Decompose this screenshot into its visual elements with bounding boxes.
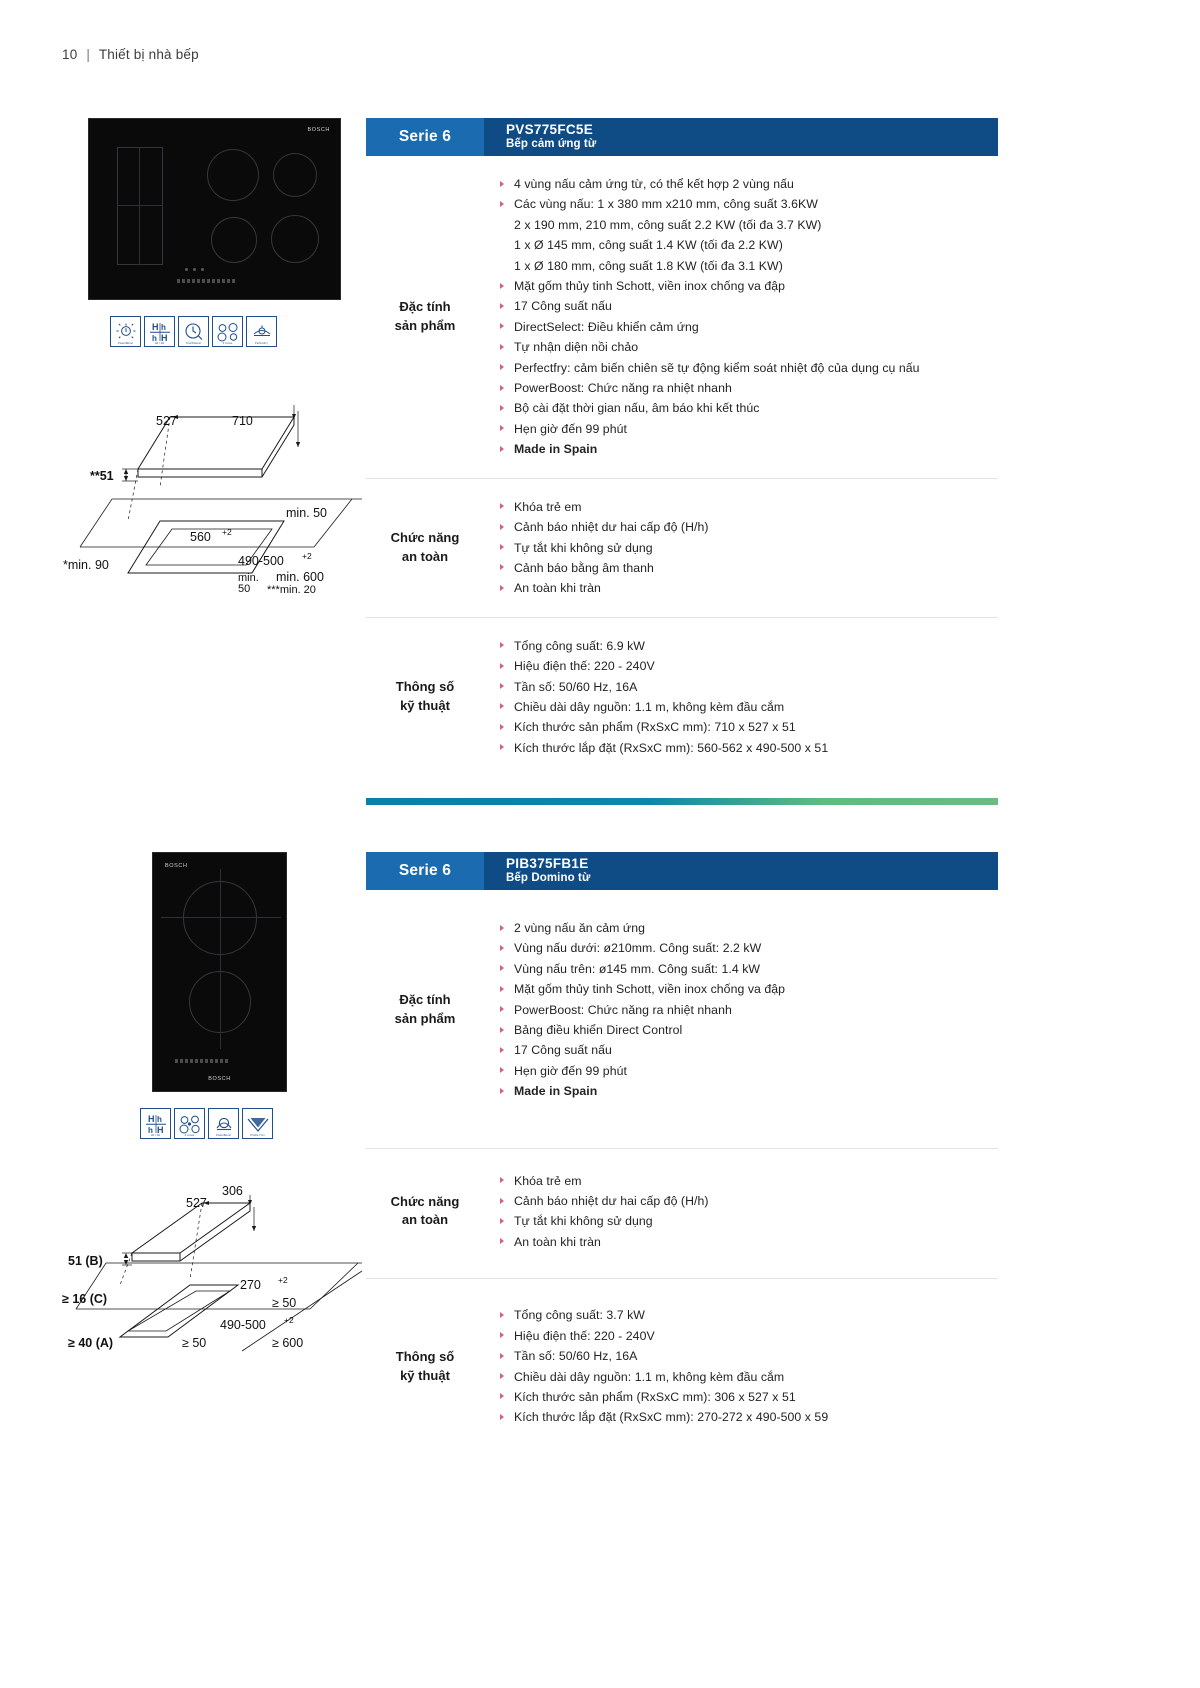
- icon-label: PowerBoost: [118, 342, 133, 345]
- brand-logo-top: BOSCH: [165, 863, 188, 869]
- bullet-arrow-icon: [500, 503, 504, 509]
- svg-text:h: h: [156, 1114, 162, 1124]
- dim-min-side: ≥ 50: [182, 1336, 207, 1350]
- bullet-arrow-icon: [500, 642, 504, 648]
- icon-label: 2 zones: [184, 1134, 195, 1137]
- dim-width: 306: [222, 1184, 243, 1198]
- spec-section-technical: [366, 1279, 998, 1445]
- four-zones-icon: [212, 316, 243, 347]
- product-model: PIB375FB1E: [506, 856, 589, 871]
- dim-cut-depth: 490-500: [238, 554, 284, 568]
- dim-cut-width-tol: +2: [222, 527, 232, 537]
- bullet-arrow-icon: [500, 1238, 504, 1244]
- list-item: Khóa trẻ em: [496, 497, 998, 517]
- bullet-arrow-icon: [500, 524, 504, 530]
- product-visual-column: [62, 118, 342, 594]
- svg-text:h: h: [147, 1125, 153, 1135]
- feature-icon-row: [110, 316, 342, 347]
- spec-body: [484, 636, 998, 758]
- list-item: Chiều dài dây nguồn: 1.1 m, không kèm đầu cắm: [496, 1367, 998, 1387]
- list-item: Các vùng nấu: 1 x 380 mm x210 mm, công suất 3.6KW: [496, 194, 998, 214]
- spec-body: [484, 497, 998, 599]
- bullet-arrow-icon: [500, 405, 504, 411]
- list-item: Bảng điều khiển Direct Control: [496, 1020, 998, 1040]
- bullet-arrow-icon: [500, 1067, 504, 1073]
- dim-cut-width-tol: +2: [278, 1275, 288, 1285]
- dim-cut-depth-tol: +2: [284, 1315, 294, 1325]
- two-zones-icon: [174, 1108, 205, 1139]
- list-item: Chiều dài dây nguồn: 1.1 m, không kèm đầu cắm: [496, 697, 998, 717]
- product-visual-column: [62, 852, 342, 1376]
- spec-label: Thông số kỹ thuật: [395, 679, 455, 713]
- spec-body: [484, 174, 998, 460]
- header-separator: |: [86, 47, 91, 62]
- list-item: An toàn khi tràn: [496, 1232, 998, 1252]
- spec-section-safety: [366, 1149, 998, 1280]
- product-name-cell: [484, 118, 998, 156]
- bullet-arrow-icon: [500, 364, 504, 370]
- bullet-arrow-icon: [500, 925, 504, 931]
- bullet-arrow-icon: [500, 986, 504, 992]
- list-item: 17 Công suất nấu: [496, 1040, 998, 1060]
- icon-label: Hh / hH: [150, 1134, 161, 1137]
- bullet-arrow-icon: [500, 283, 504, 289]
- spec-body: [484, 1171, 998, 1253]
- dim-width: 710: [232, 414, 253, 428]
- list-item: Tự tắt khi không sử dụng: [496, 538, 998, 558]
- bullet-arrow-icon: [500, 945, 504, 951]
- dim-height: **51: [90, 469, 114, 483]
- spec-section-features: [366, 890, 998, 1149]
- serie-badge: Serie 6: [366, 852, 484, 890]
- list-item: 2 vùng nấu ăn cảm ứng: [496, 918, 998, 938]
- bullet-arrow-icon: [500, 1414, 504, 1420]
- svg-text:H: H: [147, 1113, 154, 1124]
- list-item: Made in Spain: [496, 1081, 998, 1101]
- icon-label: PerfectFry: [255, 342, 268, 345]
- product-name-cell: [484, 852, 998, 890]
- list-item: Vùng nấu trên: ø145 mm. Công suất: 1.4 kW: [496, 959, 998, 979]
- list-item: Hiệu điện thế: 220 - 240V: [496, 1326, 998, 1346]
- spec-label: Chức năng an toàn: [390, 1193, 460, 1228]
- bullet-arrow-icon: [500, 1393, 504, 1399]
- list-item: Kích thước lắp đặt (RxSxC mm): 560-562 x 490-500 x 51: [496, 738, 998, 758]
- product-photo-domino-hob: [152, 852, 287, 1092]
- list-item: Made in Spain: [496, 439, 998, 459]
- technical-drawing-pvs775fc5e: [62, 369, 362, 594]
- list-item: Kích thước sản phẩm (RxSxC mm): 306 x 527 x 51: [496, 1387, 998, 1407]
- bullet-arrow-icon: [500, 323, 504, 329]
- page-header: [62, 47, 199, 62]
- section-divider: [366, 798, 998, 805]
- bullet-arrow-icon: [500, 683, 504, 689]
- bullet-arrow-icon: [500, 446, 504, 452]
- icon-label: Hh / hH: [154, 342, 165, 345]
- timer-icon: [178, 316, 209, 347]
- bullet-arrow-icon: [500, 1177, 504, 1183]
- dim-min-above: min. 600: [276, 570, 324, 584]
- dim-min-bottom: ***min. 20: [267, 584, 316, 596]
- bullet-arrow-icon: [500, 1047, 504, 1053]
- dim-cut-depth: 490-500: [220, 1318, 266, 1332]
- bullet-arrow-icon: [500, 1218, 504, 1224]
- dim-min-rear: ≥ 50: [272, 1296, 297, 1310]
- bullet-arrow-icon: [500, 585, 504, 591]
- powerboost-icon: [110, 316, 141, 347]
- bullet-arrow-icon: [500, 1312, 504, 1318]
- list-item: Hẹn giờ đến 99 phút: [496, 1061, 998, 1081]
- list-item: Tổng công suất: 3.7 kW: [496, 1305, 998, 1325]
- spec-label: Đặc tính sản phẩm: [394, 299, 456, 333]
- feature-icon-row: [140, 1108, 342, 1139]
- serie-badge: Serie 6: [366, 118, 484, 156]
- product-photo-induction-hob: [88, 118, 341, 300]
- page-number: 10: [62, 47, 78, 62]
- list-item: DirectSelect: Điều khiển cảm ứng: [496, 317, 998, 337]
- bullet-arrow-icon: [500, 724, 504, 730]
- dim-depth: 527: [186, 1196, 207, 1210]
- spec-section-features: [366, 156, 998, 479]
- bullet-arrow-icon: [500, 703, 504, 709]
- svg-text:h: h: [151, 333, 157, 343]
- list-item: Vùng nấu dưới: ø210mm. Công suất: 2.2 kW: [496, 938, 998, 958]
- list-item: Tự nhận diện nồi chảo: [496, 337, 998, 357]
- spec-label: Chức năng an toàn: [390, 529, 460, 564]
- list-item: Hẹn giờ đến 99 phút: [496, 419, 998, 439]
- bullet-arrow-icon: [500, 1088, 504, 1094]
- icon-label: TouchSelect: [185, 342, 202, 345]
- dim-depth: 527: [156, 414, 177, 428]
- list-item: Tự tắt khi không sử dụng: [496, 1211, 998, 1231]
- residual-heat-indicator-icon: [140, 1108, 171, 1139]
- list-item: Kích thước sản phẩm (RxSxC mm): 710 x 527 x 51: [496, 717, 998, 737]
- bullet-arrow-icon: [500, 181, 504, 187]
- product-title-bar: [366, 852, 998, 890]
- icon-label: Profile Trim: [250, 1134, 265, 1137]
- dim-cut-width: 270: [240, 1278, 261, 1292]
- list-item: Khóa trẻ em: [496, 1171, 998, 1191]
- dim-min-above: ≥ 600: [272, 1336, 304, 1350]
- section-title: Thiết bị nhà bếp: [98, 47, 199, 62]
- bullet-arrow-icon: [500, 344, 504, 350]
- technical-drawing-pib375fb1e: [62, 1161, 362, 1376]
- bullet-arrow-icon: [500, 1027, 504, 1033]
- dim-cut-width: 560: [190, 530, 211, 544]
- bullet-arrow-icon: [500, 1373, 504, 1379]
- bullet-arrow-icon: [500, 201, 504, 207]
- dim-min-rear: min. 50: [286, 506, 327, 520]
- spec-label: Thông số kỹ thuật: [395, 1348, 455, 1383]
- dim-cut-depth-tol: +2: [302, 551, 312, 561]
- bullet-arrow-icon: [500, 1198, 504, 1204]
- spec-section-safety: [366, 479, 998, 618]
- bullet-arrow-icon: [500, 425, 504, 431]
- svg-text:H: H: [156, 1124, 163, 1135]
- list-item: Bộ cài đặt thời gian nấu, âm báo khi kết thúc: [496, 398, 998, 418]
- list-item: PowerBoost: Chức năng ra nhiệt nhanh: [496, 1000, 998, 1020]
- dim-clearance-a: ≥ 40 (A): [68, 1336, 114, 1350]
- profile-trim-icon: [242, 1108, 273, 1139]
- list-item: Cảnh báo bằng âm thanh: [496, 558, 998, 578]
- list-item: Tần số: 50/60 Hz, 16A: [496, 677, 998, 697]
- list-item: 4 vùng nấu cảm ứng từ, có thể kết hợp 2 vùng nấu: [496, 174, 998, 194]
- perfectfry-sensor-icon: [246, 316, 277, 347]
- svg-text:h: h: [160, 322, 166, 332]
- bullet-arrow-icon: [500, 385, 504, 391]
- icon-label: PowerBoost: [216, 1134, 231, 1137]
- list-item: 17 Công suất nấu: [496, 296, 998, 316]
- spec-body: [484, 1305, 998, 1427]
- bullet-arrow-icon: [500, 544, 504, 550]
- list-item: Cảnh báo nhiệt dư hai cấp độ (H/h): [496, 517, 998, 537]
- svg-text:H: H: [160, 332, 167, 343]
- list-item: Tổng công suất: 6.9 kW: [496, 636, 998, 656]
- list-item: Hiệu điện thế: 220 - 240V: [496, 656, 998, 676]
- product-spec-panel: [366, 118, 998, 776]
- icon-label: 4 zones: [222, 342, 233, 345]
- dim-min-front: *min. 90: [63, 558, 109, 572]
- bullet-arrow-icon: [500, 1332, 504, 1338]
- dim-clearance-c: ≥ 16 (C): [62, 1292, 108, 1306]
- list-item: Perfectfry: cảm biến chiên sẽ tự động kiểm soát nhiệt độ của dụng cụ nấu: [496, 358, 998, 378]
- bullet-arrow-icon: [500, 564, 504, 570]
- list-item: Kích thước lắp đặt (RxSxC mm): 270-272 x 490-500 x 59: [496, 1407, 998, 1427]
- list-item: PowerBoost: Chức năng ra nhiệt nhanh: [496, 378, 998, 398]
- list-item: Mặt gốm thủy tinh Schott, viền inox chống va đập: [496, 979, 998, 999]
- product-title-bar: [366, 118, 998, 156]
- bullet-arrow-icon: [500, 965, 504, 971]
- list-item: An toàn khi tràn: [496, 578, 998, 598]
- bullet-arrow-icon: [500, 1353, 504, 1359]
- dim-min-side-1: min.: [238, 572, 259, 584]
- product-subtitle: Bếp cảm ứng từ: [506, 137, 597, 150]
- list-item-continuation: 2 x 190 mm, 210 mm, công suất 2.2 KW (tối đa 3.7 KW): [514, 217, 822, 232]
- list-item: Mặt gốm thủy tinh Schott, viền inox chống va đập: [496, 276, 998, 296]
- brand-logo: BOSCH: [307, 127, 330, 133]
- bullet-arrow-icon: [500, 1006, 504, 1012]
- list-item-continuation: 1 x Ø 180 mm, công suất 1.8 KW (tối đa 3.1 KW): [514, 258, 783, 273]
- product-subtitle: Bếp Domino từ: [506, 871, 591, 884]
- bullet-arrow-icon: [500, 744, 504, 750]
- residual-heat-indicator-icon: [144, 316, 175, 347]
- spec-label: Đặc tính sản phẩm: [394, 991, 456, 1026]
- spec-body: [484, 918, 998, 1102]
- product-spec-panel: [366, 852, 998, 1446]
- product-model: PVS775FC5E: [506, 122, 594, 137]
- dim-min-side-2: 50: [238, 583, 251, 595]
- dim-height: 51 (B): [68, 1254, 103, 1268]
- list-item-continuation: 1 x Ø 145 mm, công suất 1.4 KW (tối đa 2.2 KW): [514, 238, 783, 253]
- svg-text:H: H: [151, 321, 158, 332]
- bullet-arrow-icon: [500, 303, 504, 309]
- spec-section-technical: [366, 618, 998, 776]
- powerboost-icon: [208, 1108, 239, 1139]
- list-item: Cảnh báo nhiệt dư hai cấp độ (H/h): [496, 1191, 998, 1211]
- bullet-arrow-icon: [500, 663, 504, 669]
- brand-logo: BOSCH: [208, 1076, 231, 1082]
- list-item: Tần số: 50/60 Hz, 16A: [496, 1346, 998, 1366]
